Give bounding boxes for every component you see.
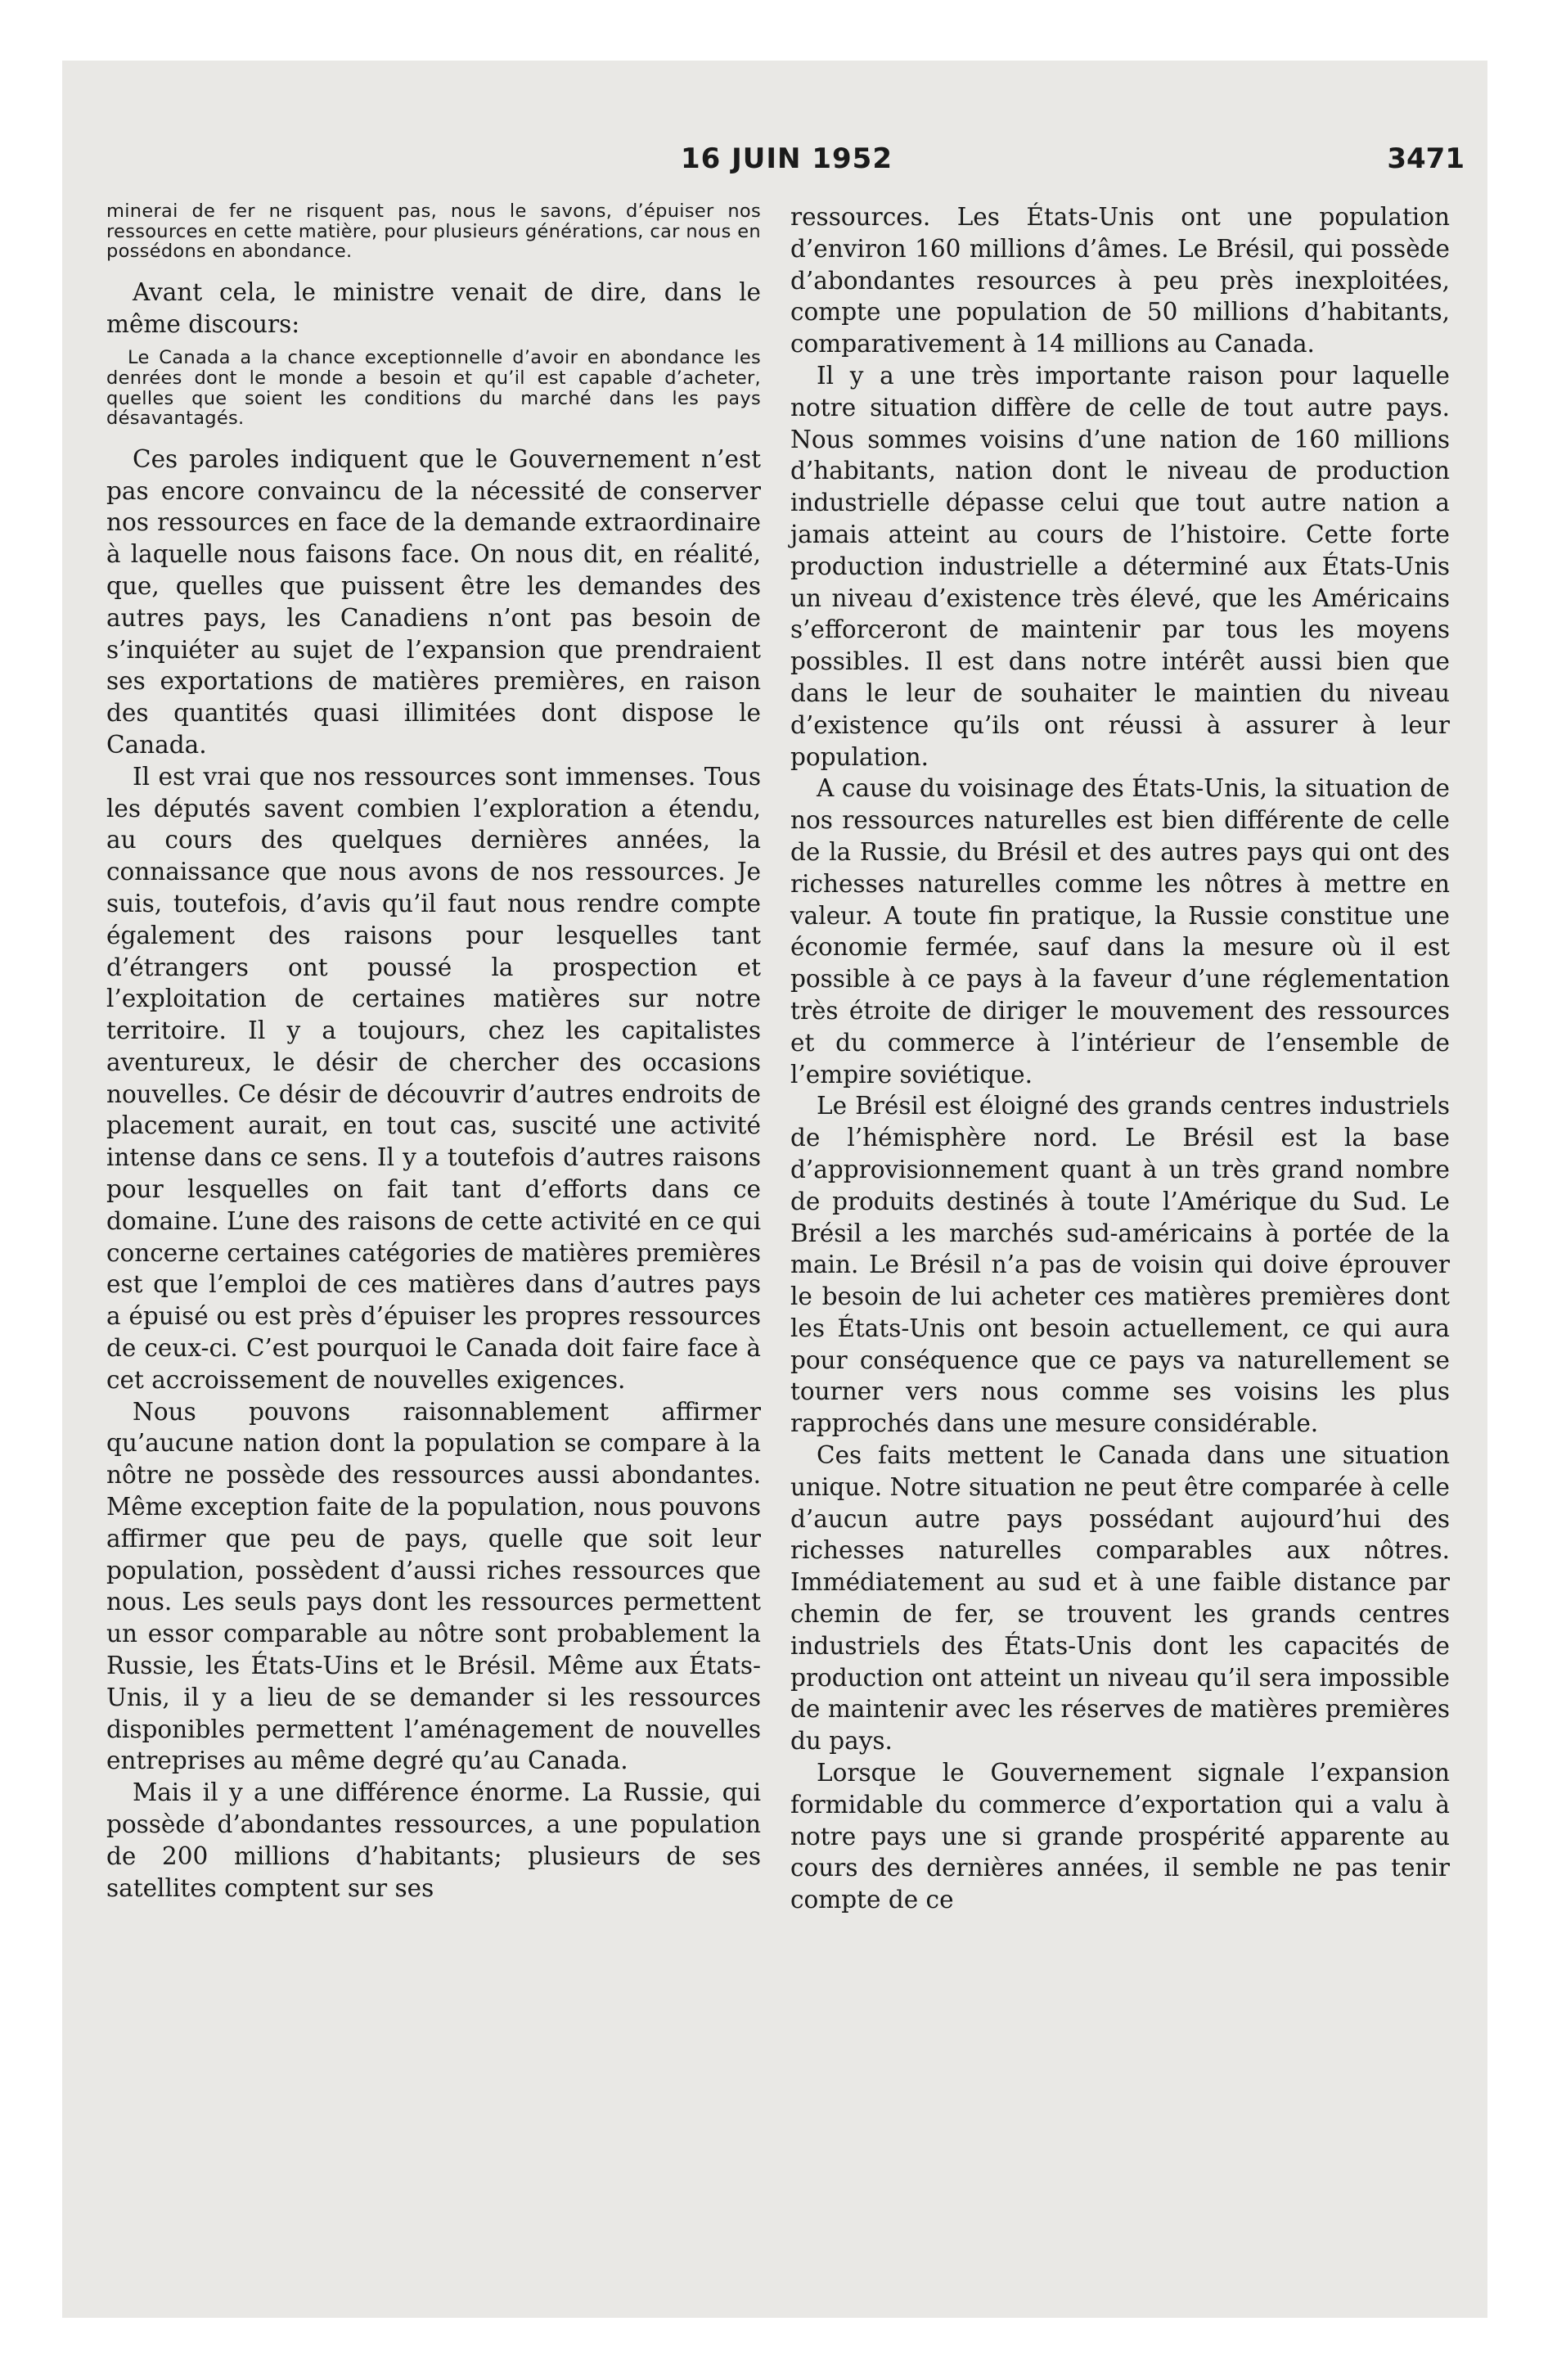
page-header (62, 142, 1487, 183)
paragraph: Avant cela, le ministre venait de dire, dans le même discours: (106, 277, 761, 338)
right-column (790, 201, 1450, 1916)
quote-block: minerai de fer ne risquent pas, nous le savons, d’épuiser nos ressources en cette matière, pour plusieurs générations, car nous en possédons en abondance. (106, 201, 761, 263)
paragraph: Ces paroles indiquent que le Gouvernement n’est pas encore convaincu de la nécessité de conserver nos ressources en face de la demande extraordinaire à laquelle nous faisons face. On nous dit, en réalité, que, quelles que puissent être les demandes des autres pays, les Canadiens n’ont pas besoin de s’inquiéter au sujet de l’expansion que prendraient ses exportations de matières premières, en raison des quantités quasi illimitées dont dispose le Canada. (106, 444, 761, 759)
paragraph: Le Brésil est éloigné des grands centres industriels de l’hémisphère nord. Le Brésil est la base d’approvisionnement quant à un très grand nombre de produits destinés à toute l’Amérique du Sud. Le Brésil a les marchés sud-américains à portée de la main. Le Brésil n’a pas de voisin qui doive éprouver le besoin de lui acheter ces matières premières dont les États-Unis ont besoin actuellement, ce qui aura pour conséquence que ce pays va naturellement se tourner vers nous comme ses voisins les plus rapprochés dans une mesure considérable. (790, 1092, 1450, 1438)
left-column (106, 201, 761, 1904)
paragraph: A cause du voisinage des États-Unis, la situation de nos ressources naturelles est bien différente de celle de la Russie, du Brésil et des autres pays qui ont des richesses naturelles comme les nôtres à mettre en valeur. A toute fin pratique, la Russie constitue une économie fermée, sauf dans la mesure où il est possible à ce pays à la faveur d’une réglementation très étroite de diriger le mouvement des ressources et du commerce à l’intérieur de l’ensemble de l’empire soviétique. (790, 774, 1450, 1089)
paragraph: Il est vrai que nos ressources sont immenses. Tous les députés savent combien l’exploration a étendu, au cours des quelques dernières années, la connaissance que nous avons de nos ressources. Je suis, toutefois, d’avis qu’il faut nous rendre compte également des raisons pour lesquelles tant d’étrangers ont poussé la prospection et l’exploitation de certaines matières sur notre territoire. Il y a toujours, chez les capitalistes aventureux, le désir de chercher des occasions nouvelles. Ce désir de découvrir d’autres endroits de placement aurait, en tout cas, suscité une activité intense dans ce sens. Il y a toutefois d’autres raisons pour lesquelles on fait tant d’efforts dans ce domaine. L’une des raisons de cette activité en ce qui concerne certaines catégories de matières premières est que l’emploi de ces matières dans d’autres pays a épuisé ou est près d’épuiser les propres ressources de ceux-ci. C’est pourquoi le Canada doit faire face à cet accroissement de nouvelles exigences. (106, 762, 761, 1394)
paragraph: ressources. Les États-Unis ont une population d’environ 160 millions d’âmes. Le Brésil, qui possède d’abondantes resources à peu près inexploitées, compte une population de 50 millions d’habitants, comparativement à 14 millions au Canada. (790, 203, 1450, 358)
quote-block: Le Canada a la chance exceptionnelle d’avoir en abondance les denrées dont le monde a besoin et qu’il est capable d’acheter, quelles que soient les conditions du marché dans les pays désavantagés. (106, 347, 761, 430)
page-number: 3471 (1387, 142, 1465, 175)
paragraph: Il y a une très importante raison pour laquelle notre situation diffère de celle de tout autre pays. Nous sommes voisins d’une nation de 160 millions d’habitants, nation dont le niveau de production industrielle dépasse celui que tout autre nation a jamais atteint au cours de l’histoire. Cette forte production industrielle a déterminé aux États-Unis un niveau d’existence très élevé, que les Américains s’efforceront de maintenir par tous les moyens possibles. Il est dans notre intérêt aussi bien que dans le leur de souhaiter le maintien du niveau d’existence qu’ils ont réussi à assurer à leur population. (790, 361, 1450, 771)
paragraph: Ces faits mettent le Canada dans une situation unique. Notre situation ne peut être comparée à celle d’aucun autre pays possédant aujourd’hui des richesses naturelles comparables aux nôtres. Immédiatement au sud et à une faible distance par chemin de fer, se trouvent les grands centres industriels des États-Unis dont les capacités de production ont atteint un niveau qu’il sera impossible de maintenir avec les réserves de matières premières du pays. (790, 1441, 1450, 1756)
scanned-page (62, 61, 1487, 2318)
paragraph: Mais il y a une différence énorme. La Russie, qui possède d’abondantes ressources, a une population de 200 millions d’habitants; plusieurs de ses satellites comptent sur ses (106, 1778, 761, 1902)
header-date: 16 JUIN 1952 (681, 142, 893, 175)
paragraph: Lorsque le Gouvernement signale l’expansion formidable du commerce d’exportation qui a valu à notre pays une si grande prospérité apparente au cours des dernières années, il semble ne pas tenir compte de ce (790, 1759, 1450, 1914)
paragraph: Nous pouvons raisonnablement affirmer qu’aucune nation dont la population se compare à la nôtre ne possède des ressources aussi abondantes. Même exception faite de la population, nous pouvons affirmer que peu de pays, quelle que soit leur population, possèdent d’aussi riches ressources que nous. Les seuls pays dont les ressources permettent un essor comparable au nôtre sont probablement la Russie, les États-Uins et le Brésil. Même aux États-Unis, il y a lieu de se demander si les ressources disponibles permettent l’aménagement de nouvelles entreprises au même degré qu’au Canada. (106, 1397, 761, 1775)
